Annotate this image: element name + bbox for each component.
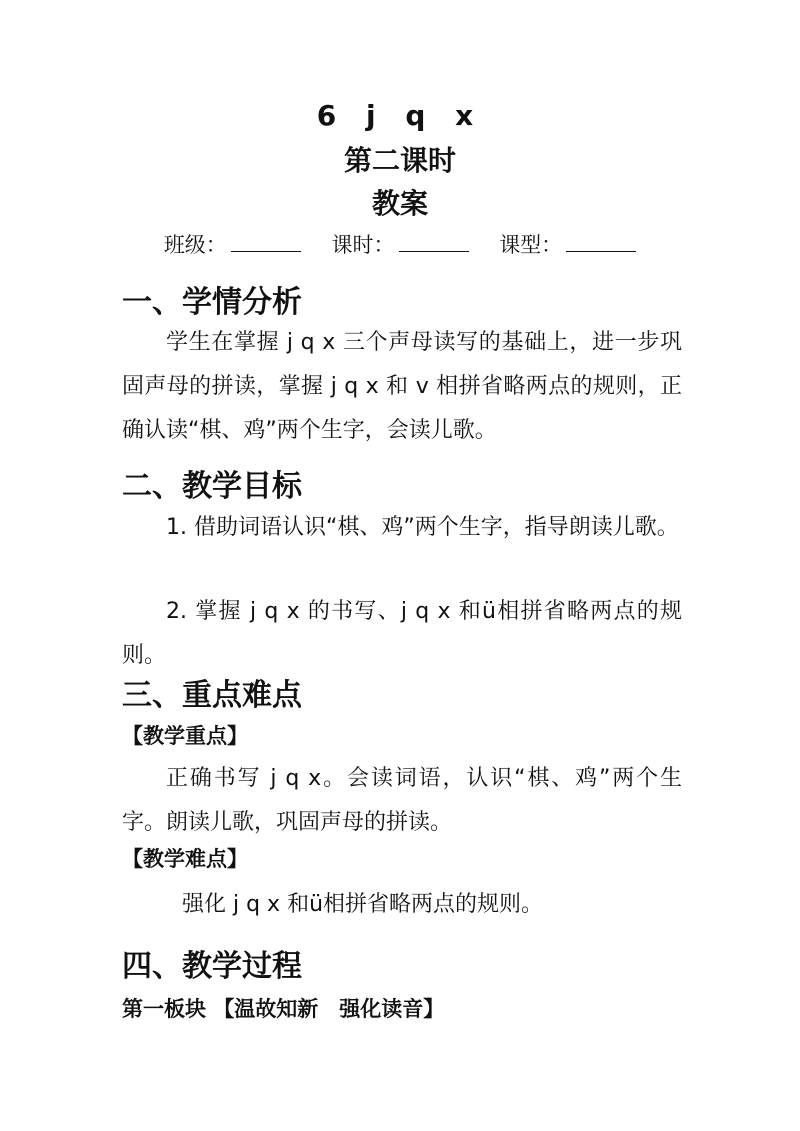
type-label: 课型： <box>499 233 563 257</box>
key-point-text: 正确书写 j q x。会读词语，认识“棋、鸡”两个生字。朗读儿歌，巩固声母的拼读。 <box>122 766 682 835</box>
process-block-1: 第一板块 【温故知新 强化读音】 <box>122 997 445 1021</box>
analysis-paragraph: 学生在掌握 j q x 三个声母读写的基础上，进一步巩固声母的拼读，掌握 j q x 和 v 相拼省略两点的规则，正确认读“棋、鸡”两个生字，会读儿歌。 <box>122 330 682 443</box>
info-row <box>0 228 800 262</box>
section-heading-key-points: 三、重点难点 <box>122 678 302 713</box>
goal-item-1: 1. 借助词语认识“棋、鸡”两个生字，指导朗读儿歌。 <box>166 515 679 540</box>
goal-item-2: 2. 掌握 j q x 的书写、j q x 和ü相拼省略两点的规则。 <box>122 599 682 668</box>
period-label: 课时： <box>331 233 395 257</box>
period-blank <box>399 229 469 252</box>
section-heading-process: 四、教学过程 <box>122 949 302 984</box>
section-heading-goals: 二、教学目标 <box>122 469 302 504</box>
key-point-label: 【教学重点】 <box>122 724 248 748</box>
class-blank <box>231 229 301 252</box>
period-field <box>332 233 476 257</box>
difficulty-label: 【教学难点】 <box>122 847 248 871</box>
type-blank <box>566 229 636 252</box>
class-label: 班级： <box>163 233 227 257</box>
difficulty-text: 强化 j q x 和ü相拼省略两点的规则。 <box>182 892 544 917</box>
class-field <box>164 233 308 257</box>
lesson-title: 6 j q x <box>316 99 484 132</box>
type-field <box>499 233 636 257</box>
period-title: 第二课时 <box>343 144 456 177</box>
doc-type-title: 教案 <box>371 187 428 220</box>
section-heading-analysis: 一、学情分析 <box>122 285 302 320</box>
